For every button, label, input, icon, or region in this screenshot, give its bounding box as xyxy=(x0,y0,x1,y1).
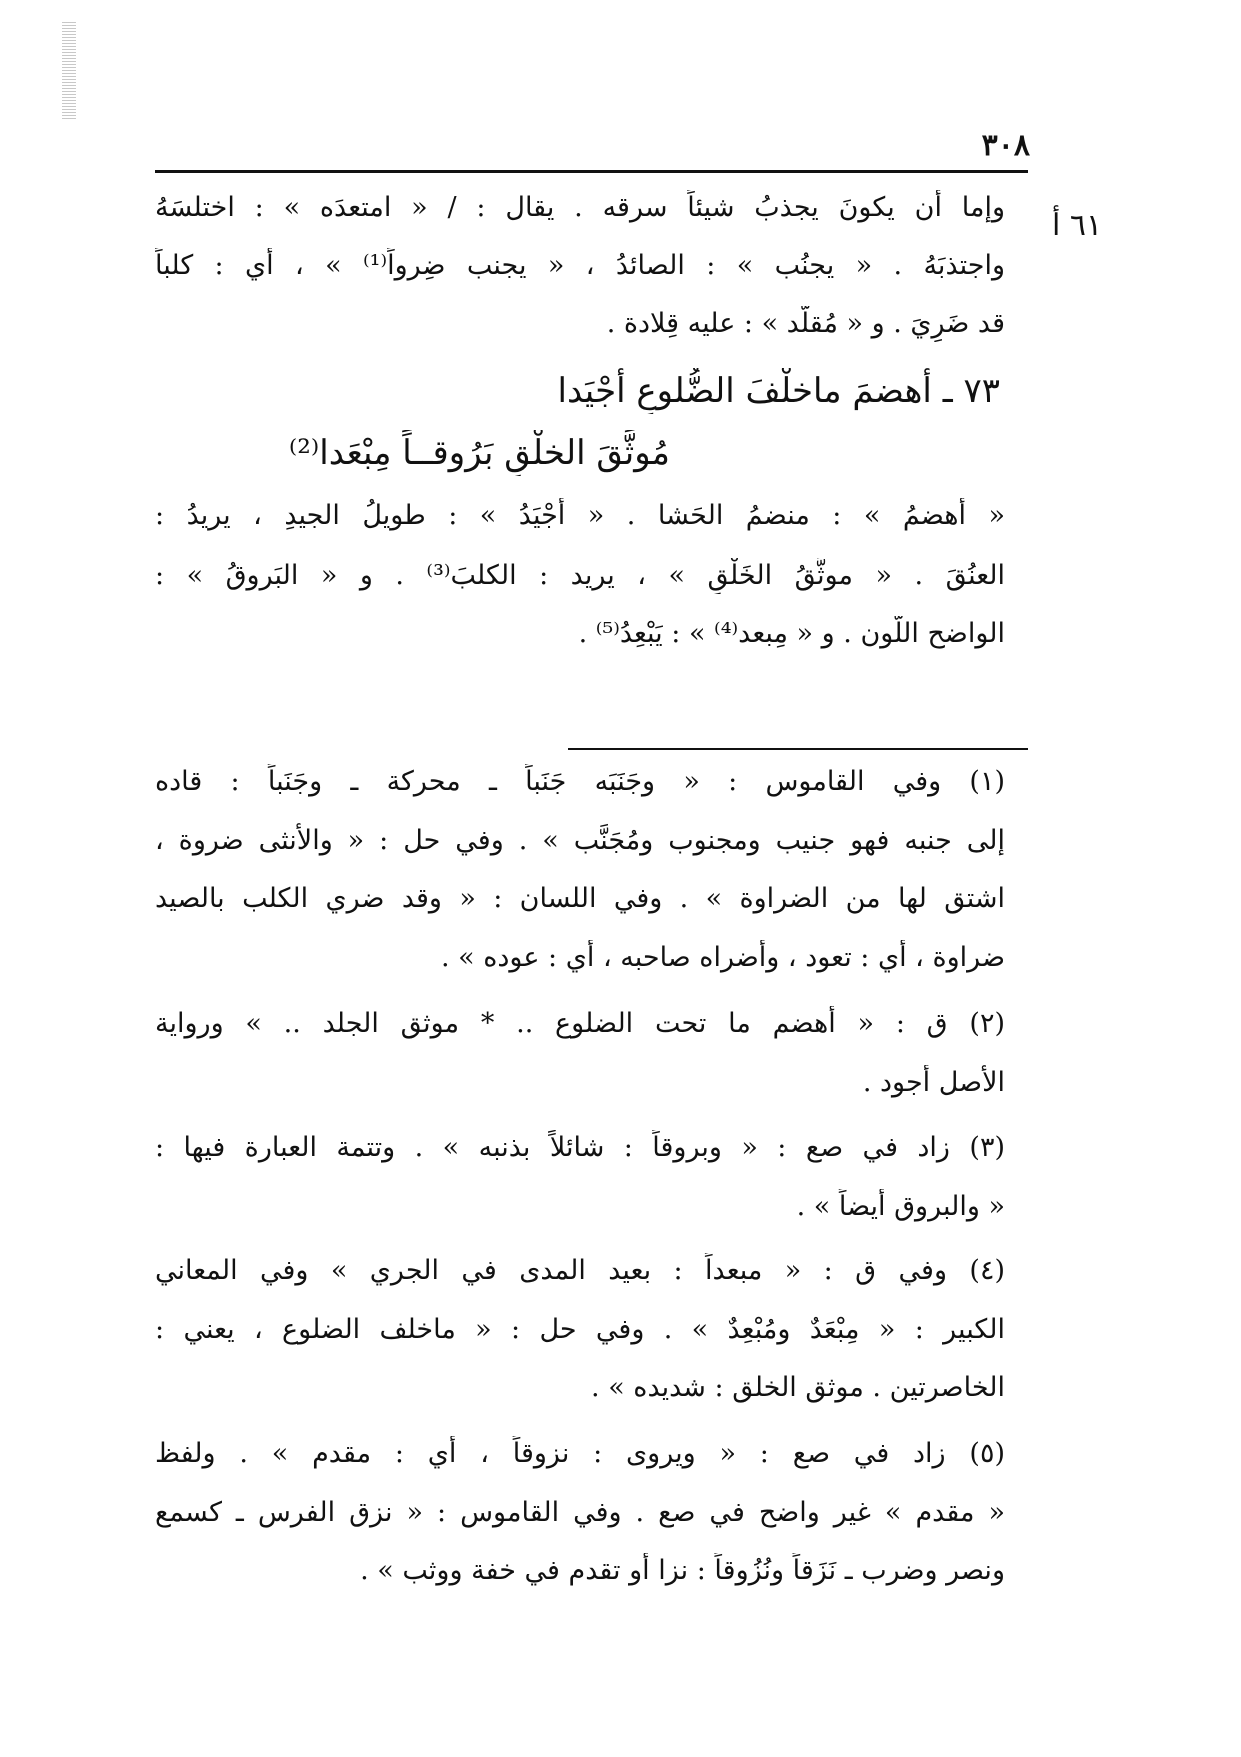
footnote-line: ونصر وضرب ـ نَزَقاً ونُزُوقاً : نزا أو تقدم في خفة ووثب » . xyxy=(360,1555,1005,1586)
footnote-line: (٣) زاد في صع : « وبروقاً : شائلاً بذنبه » . وتتمة العبارة فيها : xyxy=(155,1132,1005,1163)
footnote-rule xyxy=(568,748,1028,750)
commentary-line: العنُقَ . « موثَّقُ الخَلْقِ » ، يريد : الكلبَ⁽³⁾ . و « البَروقُ » : xyxy=(155,560,1005,591)
footnote-line: (٥) زاد في صع : « ويروى : نزوقاً ، أي : مقدم » . ولفظ xyxy=(155,1438,1005,1469)
commentary-line: « أهضمُ » : منضمُ الحَشا . « أجْيَدُ » : طويلُ الجيدِ ، يريدُ : xyxy=(155,500,1005,531)
body-line: وإما أن يكونَ يجذبُ شيئاً سرقه . يقال : / « امتعدَه » : اختلسَهُ xyxy=(155,192,1005,223)
footnote-line: (٢) ق : « أهضم ما تحت الضلوع .. * موثق الجلد .. » ورواية xyxy=(155,1008,1005,1039)
margin-reference: ٦١ أ xyxy=(1052,208,1103,243)
commentary-line: الواضح اللَّون . و « مِبعد⁽⁴⁾ » : يَبْعِدُ⁽⁵⁾ . xyxy=(578,618,1005,649)
page-number: ٣٠٨ xyxy=(981,128,1030,163)
footnote-line: « والبروق أيضاً » . xyxy=(796,1191,1005,1222)
footnote-line: (١) وفي القاموس : « وجَنَبَه جَنَباً ـ محركة ـ وجَنَباً : قاده xyxy=(155,766,1005,797)
footnote-line: الأصل أجود . xyxy=(862,1067,1005,1098)
header-rule xyxy=(155,170,1028,173)
verse-line-2: مُوثَّقَ الخلْقِ بَرُوقــاً مِبْعَدا⁽²⁾ xyxy=(288,433,670,473)
footnote-line: الكبير : « مِبْعَدٌ ومُبْعِدٌ » . وفي حل : « ماخلف الضلوع ، يعني : xyxy=(155,1314,1005,1345)
footnote-line: إلى جنبه فهو جنيب ومجنوب ومُجَنَّب » . وفي حل : « والأنثى ضروة ، xyxy=(155,825,1005,856)
footnote-line: (٤) وفي ق : « مبعداً : بعيد المدى في الجري » وفي المعاني xyxy=(155,1255,1005,1286)
footnote-line: ضراوة ، أي : تعود ، وأضراه صاحبه ، أي : عوده » . xyxy=(440,942,1005,973)
scan-artifact xyxy=(62,22,76,120)
body-line: قد ضَرِيَ . و « مُقلَّد » : عليه قِلادة . xyxy=(606,308,1005,339)
body-line: واجتذبَهُ . « يجنُب » : الصائدُ ، « يجنب ضِرواً⁽¹⁾ » ، أي : كلباً xyxy=(155,250,1005,281)
footnote-line: اشتق لها من الضراوة » . وفي اللسان : « وقد ضري الكلب بالصيد xyxy=(155,883,1005,914)
footnote-line: الخاصرتين . موثق الخلق : شديده » . xyxy=(591,1372,1005,1403)
verse-line-1: ٧٣ ـ أهضمَ ماخلْفَ الضُّلوعِ أجْيَدا xyxy=(557,371,1000,411)
footnote-line: « مقدم » غير واضح في صع . وفي القاموس : « نزق الفرس ـ كسمع xyxy=(155,1497,1005,1528)
